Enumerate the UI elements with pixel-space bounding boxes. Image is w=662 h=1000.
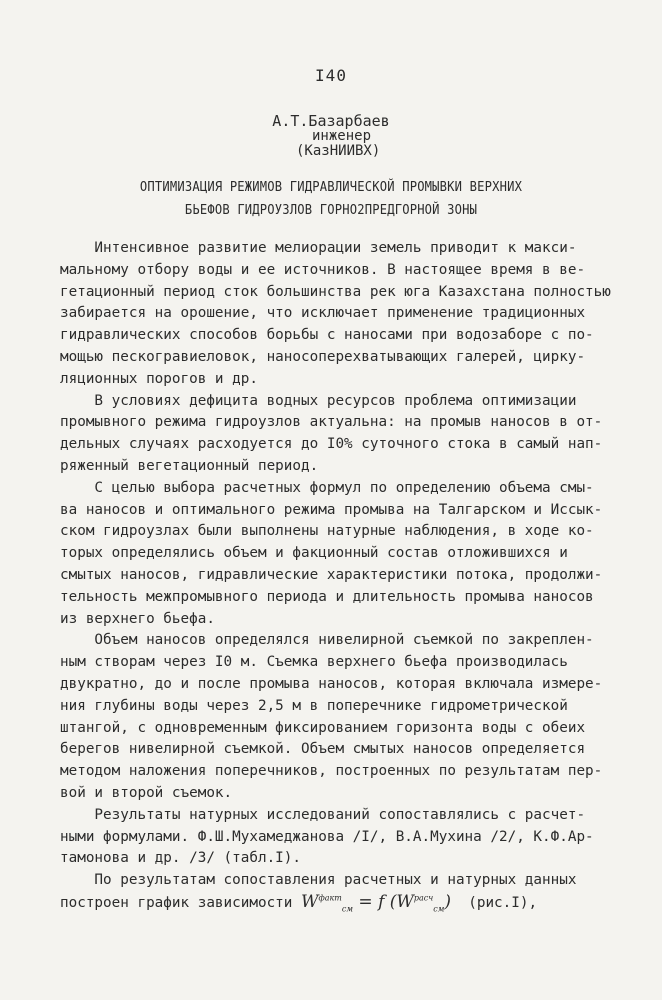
author-position: инженер <box>312 128 372 144</box>
body-line: Интенсивное развитие мелиорации земель приводит к макси- <box>60 240 577 256</box>
page-number: I40 <box>315 66 347 85</box>
body-line: По результатам сопоставления расчетных и натурных данных <box>60 872 577 889</box>
author-institution: (КазНИИВХ) <box>296 143 381 159</box>
body-line: ряженный вегетационный период. <box>60 457 319 474</box>
author-name: А.Т.Базарбаев <box>272 112 390 130</box>
article-title <box>33 176 629 222</box>
body-text <box>60 238 620 914</box>
body-line: В условиях дефицита водных ресурсов проблема оптимизации <box>60 392 577 409</box>
last-line-text: построен график зависимости <box>60 894 302 911</box>
formula: $W^{факт}_{см} = f$ $(W^{расч}_{см})$ <box>301 891 452 914</box>
body-line: штангой, с одновременным фиксированием горизонта воды с обеих <box>60 719 586 736</box>
body-line: дельных случаях расходуется до I0% суточного стока в самый нап- <box>60 436 603 453</box>
body-line: двукратно, до и после промыва наносов, которая включала измере- <box>60 675 603 692</box>
body-line: мальному отбору воды и ее источников. В настоящее время в ве- <box>60 261 586 278</box>
body-line: ным створам через I0 м. Съемка верхнего бьефа производилась <box>60 654 568 671</box>
body-line: гетационный период сток большинства рек юга Казахстана полностью <box>60 283 611 300</box>
title-line: БЬЕФОВ ГИДРОУЗЛОВ ГОРНО2ПРЕДГОРНОЙ ЗОНЫ <box>184 202 478 218</box>
body-line: торых определялись объем и факционный состав отложившихся и <box>60 545 568 562</box>
body-line: тамонова и др. /3/ (табл.I). <box>60 850 302 867</box>
body-line: берегов нивелирной съемкой. Объем смытых наносов определяется <box>60 741 586 758</box>
body-line: вой и второй съемок. <box>60 784 233 801</box>
body-line: С целью выбора расчетных формул по определению объема смы- <box>60 479 594 496</box>
body-line: смытых наносов, гидравлические характеристики потока, продолжи- <box>60 566 603 583</box>
body-line: из верхнего бьефа. <box>60 610 215 627</box>
title-line: ОПТИМИЗАЦИЯ РЕЖИМОВ ГИДРАВЛИЧЕСКОЙ ПРОМЫВКИ ВЕРХНИХ <box>139 179 523 195</box>
body-line: ния глубины воды через 2,5 м в поперечнике гидрометрической <box>60 697 568 714</box>
body-line: ва наносов и оптимального режима промыва на Талгарском и Иссык- <box>60 501 603 518</box>
body-line: ляционных порогов и др. <box>60 370 258 387</box>
body-line: тельность межпромывного периода и длительность промыва наносов <box>60 588 594 605</box>
body-line-last <box>60 892 620 914</box>
body-line: ском гидроузлах были выполнены натурные наблюдения, в ходе ко- <box>60 523 594 540</box>
body-line: промывного режима гидроузлов актуальна: на промыв наносов в от- <box>60 414 603 431</box>
body-line: методом наложения поперечников, построенных по результатам пер- <box>60 763 603 780</box>
last-line-ref: (рис.I), <box>451 894 538 911</box>
body-line: Результаты натурных исследований сопоставлялись с расчет- <box>60 806 586 823</box>
body-line: гидравлических способов борьбы с наносами при водозаборе с по- <box>60 327 594 344</box>
body-line: ными формулами. Ф.Ш.Мухамеджанова /I/, В.А.Мухина /2/, К.Ф.Ар- <box>60 828 594 845</box>
body-line: забирается на орошение, что исключает применение традиционных <box>60 305 586 322</box>
body-line: Объем наносов определялся нивелирной съемкой по закреплен- <box>60 632 594 649</box>
body-line: мощью пескогравиеловок, наносоперехватывающих галерей, цирку- <box>60 348 586 365</box>
